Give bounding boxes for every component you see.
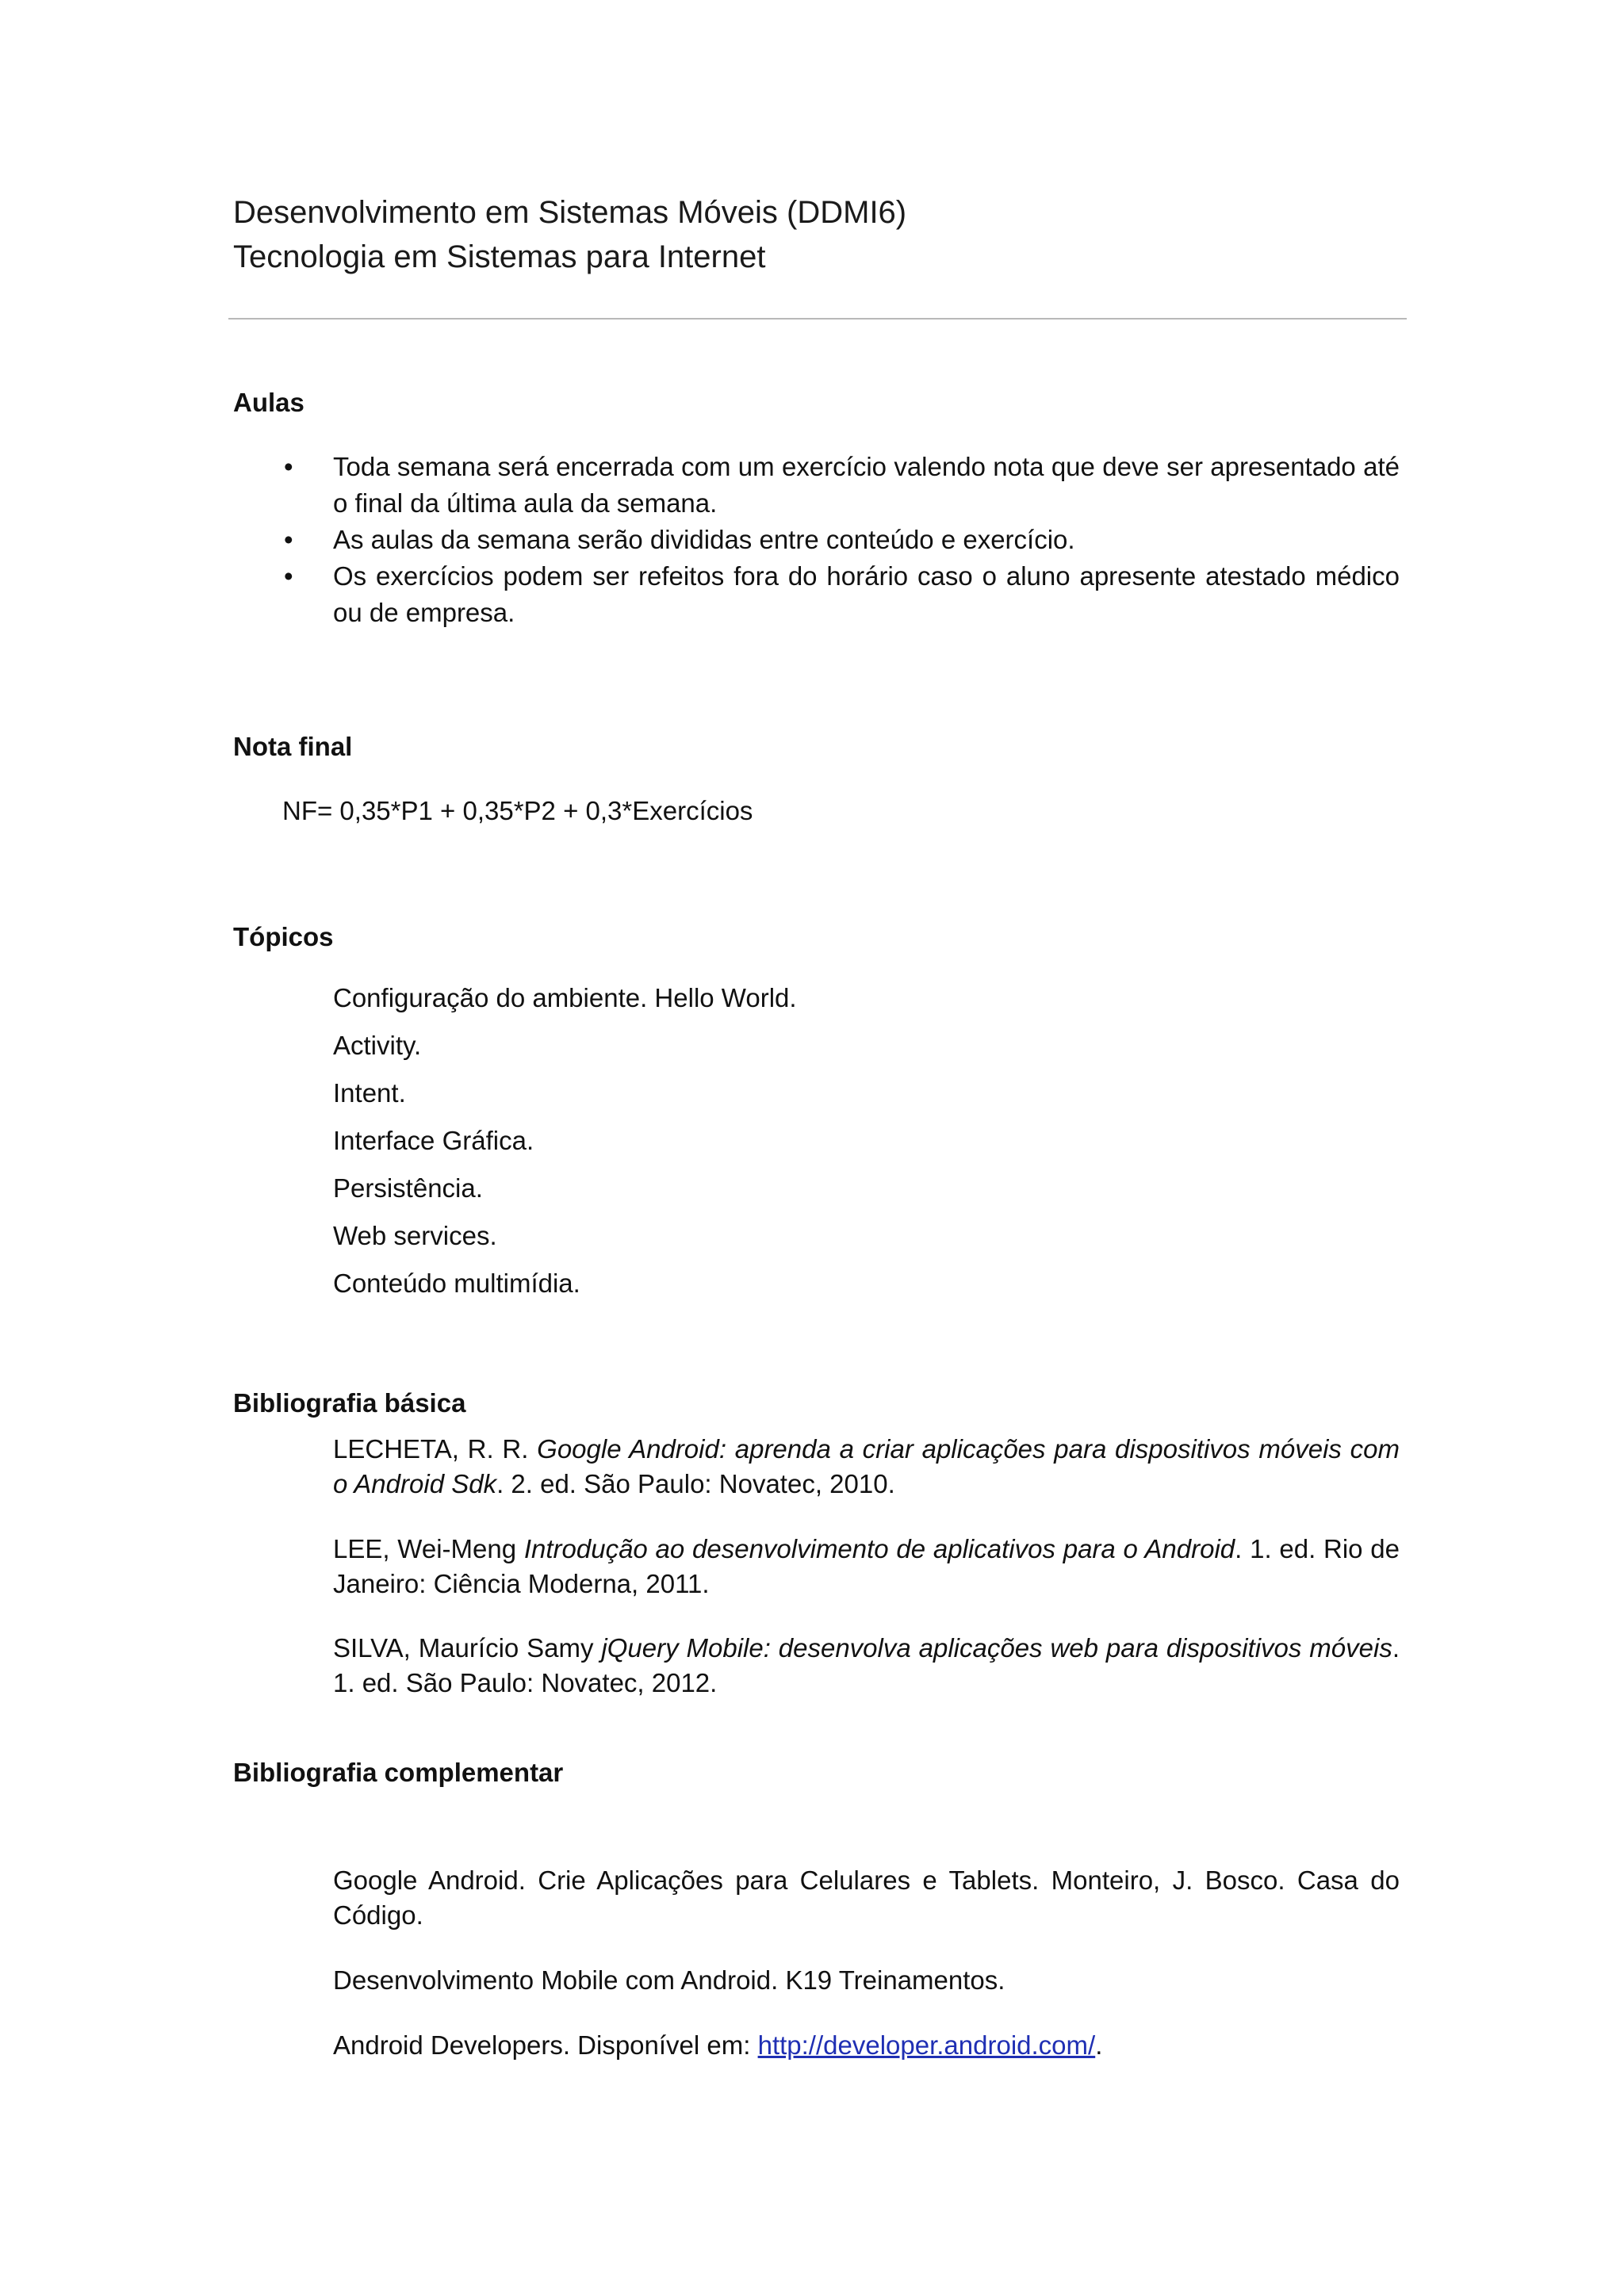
aulas-list <box>278 449 1400 631</box>
list-item: • Os exercícios podem ser refeitos fora do horário caso o aluno apresente atestado médico ou de empresa. <box>278 558 1400 631</box>
topicos-list <box>333 980 797 1313</box>
bibliografia-complementar-heading: Bibliografia complementar <box>233 1758 564 1787</box>
bibliografia-basica-ref-2: LEE, Wei-Meng Introdução ao desenvolvimento de aplicativos para o Android. 1. ed. Rio de Janeiro: Ciência Moderna, 2011. <box>333 1534 1400 1598</box>
bibliografia-basica-ref-1: LECHETA, R. R. Google Android: aprenda a criar aplicações para dispositivos móveis com o Android Sdk. 2. ed. São Paulo: Novatec, 2010. <box>333 1434 1400 1498</box>
list-item: Activity. <box>333 1031 422 1060</box>
bibliografia-basica-ref-3: SILVA, Maurício Samy jQuery Mobile: desenvolva aplicações web para dispositivos móveis. 1. ed. São Paulo: Novatec, 2012. <box>333 1633 1400 1697</box>
list-item: Interface Gráfica. <box>333 1126 534 1155</box>
bullet-icon: • <box>284 525 293 554</box>
list-item: Configuração do ambiente. Hello World. <box>333 983 797 1012</box>
topicos-heading: Tópicos <box>233 922 334 951</box>
list-item: • As aulas da semana serão divididas entre conteúdo e exercício. <box>278 522 1400 558</box>
bullet-icon: • <box>284 561 293 591</box>
document-subtitle: Tecnologia em Sistemas para Internet <box>233 239 766 274</box>
bullet-icon: • <box>284 452 293 481</box>
header-divider <box>228 318 1407 320</box>
nota-final-formula: NF= 0,35*P1 + 0,35*P2 + 0,3*Exercícios <box>282 796 753 825</box>
bibliografia-basica-heading: Bibliografia básica <box>233 1388 466 1418</box>
aulas-heading: Aulas <box>233 388 304 417</box>
list-item: Web services. <box>333 1221 497 1250</box>
list-item: Conteúdo multimídia. <box>333 1269 580 1298</box>
list-item: Intent. <box>333 1078 406 1108</box>
android-developers-link[interactable]: http://developer.android.com/ <box>757 2030 1096 2060</box>
nota-final-heading: Nota final <box>233 732 353 761</box>
list-item: Persistência. <box>333 1173 483 1203</box>
list-item: • Toda semana será encerrada com um exercício valendo nota que deve ser apresentado até o final da última aula da semana. <box>278 449 1400 522</box>
bibliografia-complementar-ref-1: Google Android. Crie Aplicações para Celulares e Tablets. Monteiro, J. Bosco. Casa do Código. <box>333 1866 1400 1930</box>
document-title: Desenvolvimento em Sistemas Móveis (DDMI6) <box>233 195 907 230</box>
bibliografia-complementar-ref-3: Android Developers. Disponível em: http://developer.android.com/. <box>333 2030 1103 2060</box>
bibliografia-complementar-ref-2: Desenvolvimento Mobile com Android. K19 Treinamentos. <box>333 1965 1005 1995</box>
